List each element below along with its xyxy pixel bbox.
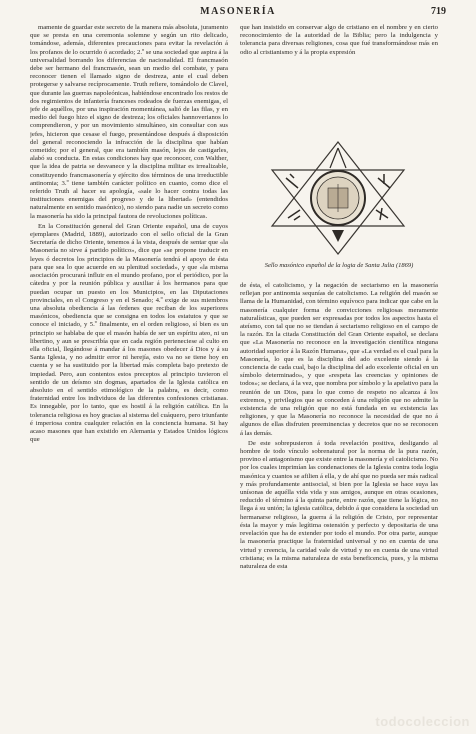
seal-icon [248,138,428,258]
page-header [30,6,446,20]
figure-caption: Sello masónico español de la logia de Santa Julia (1869) [264,262,414,269]
trowel-icon [286,174,298,188]
left-paragraph-1: mamente de guardar este secreto de la manera más absoluta, juramento que se presta en una ceremonia solemne y según un rito delicado, tomándose, además, diferentes precauciones para evitar la revelación á los profanos de lo ocurrido ó acordado; 2.º se una sociedad que aspira á la universalidad borrando los diferencias de nacionalidad. El francmasón debe ser hermano del francmasón, sean un medio del combate, y para reconocer tienen el llamado signo de destreza, ante el cual deben protegerse y salvarse recíprocamente. Truth refiere, tomándolo de Clavel, que durante las guerras napoleónicas, habiéndose encontrado los restos de dos regimientos de infantería franceses rodeados de fuerzas enemigas, el jefe de aquéllos, por una inspiración momentánea, salió de las filas, y en medio del fuego hizo el signo de destreza; los oficiales hannoverianos lo comprendieron, y por un movimiento simultáneo, sin consultar con sus jefes, hicieron que cesase el fuego, presentándose después á disposición del general reconociendo la infracción de la disciplina que habían cometido; por el general, que era también masón, lejos de castigarles, alabó su conducta. En estas condiciones hay que reconocer, con Walther, que la idea de patria se desvanece y la disciplina militar es irrealizable, constituyendo francmasonería y ejército dos términos de una irreductible antinomia; 3.º tiene también carácter político en cuanto, como dice el referido Truth al hacer su apología, «sale lo hacer contra todas las instituciones enemigas del progreso y de la libertad» (entendidos naturalmente en sentido masónico), no siendo para nadie un secreto como la masonería ha sido la principal fautora de revoluciones políticas. [30,24,228,220]
square-icon [288,210,300,220]
masonic-seal-figure [248,138,428,258]
watermark-logo: todocoleccion [375,714,470,729]
left-paragraph-2: En la Constitución general del Gran Oriente español, una de cuyos ejemplares (Madrid, 1889), autorizado con el sello oficial de la Gran Secretaría de dicho Oriente, tenemos á la vista, después de sentar que «la Masonería no sirve á partido político», dice que «se propone traducir en leyes ó decretos los principios de la Masonería tendrá el apoyo de ésta para que sea lo que acuerde en su plenitud sociedad», y que «la misma asociación procurará influir en el mundo profano, por el periódico, por la cátedra y por la reunión pública y auxiliar á los hermanos para que puedan ocupar un puesto en los Municipios, en las Diputaciones provinciales, en el Congreso y en el Senado; 4.º exige de sus miembros una absoluta obediencia á las órdenes que reciban de los superiores masónicos, obediencia que se consigna en todos los estatutos y que se conoce el iniciado, y 5.º finalmente, en el orden religioso, sí bien es un principio se hablaba de que el masón había de ser un espíritu ateo, ni un libertino, y aun se prescribía que en cada región perteneciese al culto en ella oficial, llegándose á mandar á los masones obedecer á Dios y á su Santa Iglesia, y no admitir error ni herejía, esto va no se tiene hoy en cuenta y se ha sustituido por la libertad más completa bajo pretexto de impiedad. Pero, aun contentos estos preceptos al principio tuvieron el sentido de un deísmo sin dogmas, apartados de la Iglesia católica en absoluto en el sentido etimológico de la palabra, es decir, como fraternidad entre los individuos de las diferentes confesiones cristianas. Es innegable, por lo tanto, que es hostil á la religión católica. En la tolerancia religiosa es hoy gracias al sistema del cuáquero, pero triunfante é imperiosa contra cualquier relación en la conciencia humana. Si hay acaso masones que han existido en Alemania y Estados Unidos lógicos que [30,222,228,444]
right-paragraph-2: De este sobrepusieron á toda revelación positiva, desligando al hombre de todo vínculo sobrenatural por la norma de la pura razón, provino el antagonismo que existe entre la masonería y el catolicismo. No por los cuales imprimían las condenaciones de la Iglesia contra toda logia masónica y cuantos se afilien á ella, y de ahí que no pueda ser más radical y más profundamente antisocial, si bien por la Iglesia se hace suya las unísonas de aquélla vida vida y sus amigos, aunque en otras ocasiones, reducido el término á la quinta parte, entre razón, que tiene la lógica, no llega á su unión; la iglesia católica, debido á que considera la sociedad un hermanarse religioso, la guerra á la religión de Cristo, por representar ésta la mayor y más legítima ostensión y perfecto y depositaria de una revelación que ha de extender por todo el mundo. Por otra parte, aunque la masonería practique la fraternidad universal y no en cuenta de una virtud y creencia, la caridad vale de virtud y no en cuenta de una virtud cristiana; es la misma naturaleza de esta beneficencia, pues, y la misma naturaleza de esta [240,439,438,570]
right-column-top [240,24,438,134]
level-icon [376,208,388,220]
running-title: MASONERÍA [200,6,276,17]
plumb-icon [332,230,344,242]
page-number: 719 [431,6,446,17]
left-column [30,24,228,714]
hammer-icon [378,174,390,188]
right-paragraph-1: de ésta, el catolicismo, y la negación de sectarismo en la masonería reflejan por antinomia sequnías de catolicismo. La religión del masón se llama de la Humanidad, con término equívoco para indicar que cabe en la masonería cualquier forma de convicciones religiosas meramente naturalísticas, que pueden ser expresadas por todos los aspectos hasta el ateísmo, con tal que no se tiendan á sectarismo religioso en el campo de la razón. En la citada Constitución del Gran Oriente español, se declara que «La Masonería no reconoce en la investigación científica ninguna autoridad superior á la Razón Humana», que «La verdad es el cual para la Masonería, lo que es la disciplina del ado excelente siendo á la conciencia de cada cual, bajo la disciplina del ado excelente oficial en un símbolo determinado», y que «respeta las creencias y opiniones de todos»; se declara, á la vez, que nombra por símbolo y la apelativo para la reunión de un Dios, para lo que como de respeto no alcanza á los extremos, y privilegios que se conceden á una religión que no admite la existencia de una religión que no está fundada en su existencia las religiones, y que la Masonería no reconoce la necesidad de que no á algunos de ellas disfruten preeminencias y decretos que no se reconocen á las demás. [240,282,438,437]
right-column-bottom [240,282,438,714]
right-top-paragraph: que han insistido en conservar algo de cristiano en el nombre y en cierto reconocimiento de la autoridad de la Biblia; pero la indulgencia y tolerancia para diversas religiones, cosa que fué transformándose más en odio al cristianismo y á la propia expresión [240,24,438,56]
compass-icon [330,148,346,168]
